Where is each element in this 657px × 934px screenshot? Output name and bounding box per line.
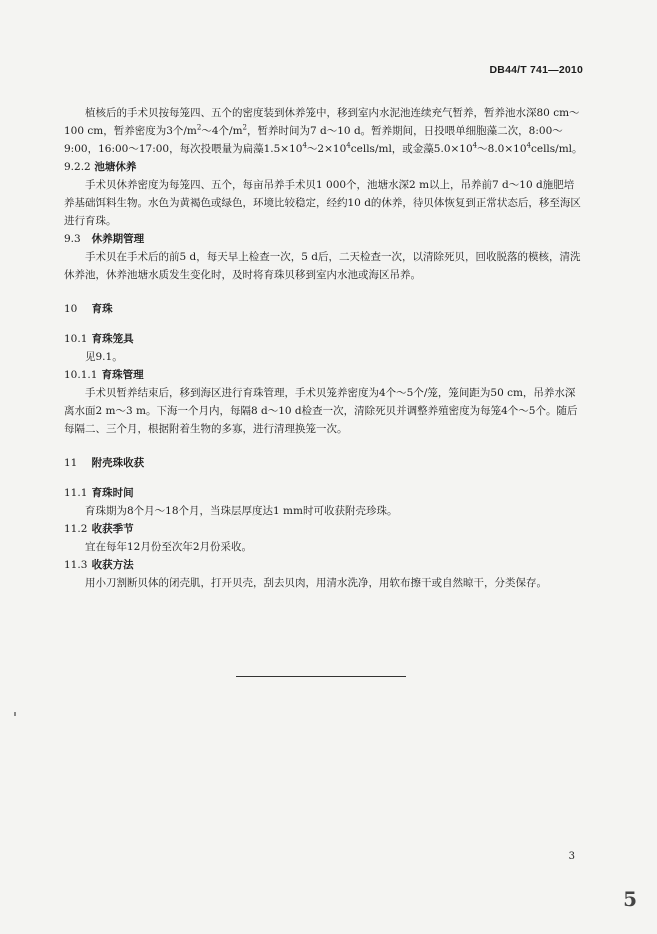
scan-page-number: 5 bbox=[623, 887, 637, 911]
paragraph-see-reference: 见9.1。 bbox=[85, 351, 123, 363]
paragraph-pearl-culture-management: 手术贝暂养结束后，移到海区进行育珠管理，手术贝笼养密度为4个～5个/笼，笼间距为50 cm，吊养水深离水面2 m～3 m。下海一个月内，每隔8 d～10 d检查一次，清除死贝并调整养殖密度为每笼4个～5个。随后每隔二、三个月，根据附着生物的多寡，进行清理换笼一次。 bbox=[64, 387, 578, 435]
end-of-document-rule bbox=[236, 676, 406, 677]
paragraph-harvest-method: 用小刀割断贝体的闭壳肌，打开贝壳，刮去贝肉，用清水洗净，用软布擦干或自然晾干，分类保存。 bbox=[85, 577, 547, 589]
section-heading-10-1-1: 10.1.1 育珠管理 bbox=[64, 369, 144, 381]
section-heading-10: 10 育珠 bbox=[64, 303, 113, 315]
paragraph-rearing-management: 手术贝在手术后的前5 d，每天早上检查一次，5 d后，二天检查一次，以清除死贝，回收脱落的模核，清洗休养池，休养池塘水质发生变化时，及时将育珠贝移到室内水池或海区吊养。 bbox=[64, 251, 581, 281]
paragraph-harvest-season: 宜在每年12月份至次年2月份采收。 bbox=[85, 541, 253, 553]
paragraph-culture-period: 育珠期为8个月～18个月，当珠层厚度达1 mm时可收获附壳珍珠。 bbox=[85, 505, 398, 517]
page-number: 3 bbox=[568, 851, 575, 862]
scan-speck bbox=[14, 712, 16, 716]
standard-code-header: DB44/T 741—2010 bbox=[489, 64, 583, 76]
document-body bbox=[64, 104, 584, 592]
section-heading-11-2: 11.2 收获季节 bbox=[64, 523, 134, 535]
section-heading-10-1: 10.1 育珠笼具 bbox=[64, 333, 134, 345]
paragraph-temporary-rearing: 植核后的手术贝按每笼四、五个的密度装到休养笼中，移到室内水泥池连续充气暂养，暂养池水深80 cm～100 cm，暂养密度为3个$/m^2\sim 4$个$/m^2$，暂养时间为7 d～10 d。暂养期间，日投喂单细胞藻二次，8:00～9:00，16:00～17:00，每次投喂量为扁藻$1.5\times 10^4\sim 2\times 10^4cells/ml$，或金藻$5.0\times 10^4\sim 8.0\times 10^4cells/ml$。 bbox=[64, 107, 583, 155]
section-heading-11: 11 附壳珠收获 bbox=[64, 457, 145, 469]
section-heading-9-3: 9.3 休养期管理 bbox=[64, 233, 145, 245]
section-heading-11-1: 11.1 育珠时间 bbox=[64, 487, 134, 499]
section-heading-9-2-2: 9.2.2 池塘休养 bbox=[64, 161, 137, 173]
paragraph-pond-rearing: 手术贝休养密度为每笼四、五个，每亩吊养手术贝1 000个，池塘水深2 m以上，吊养前7 d～10 d施肥培养基础饵料生物。水色为黄褐色或绿色，环境比较稳定，经约10 d的休养，待贝体恢复到正常状态后，移至海区进行育珠。 bbox=[64, 179, 581, 227]
section-heading-11-3: 11.3 收获方法 bbox=[64, 559, 134, 571]
